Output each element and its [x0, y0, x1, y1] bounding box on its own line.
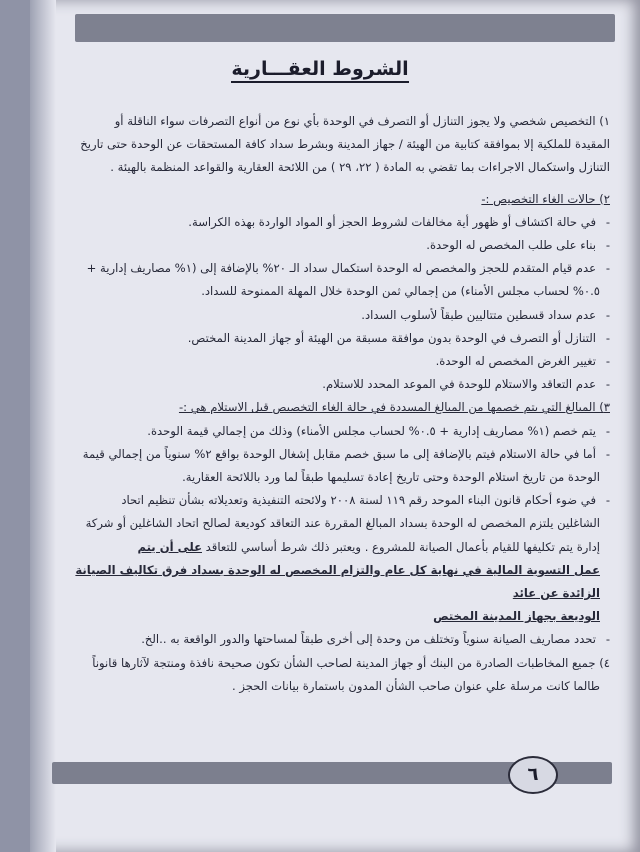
clause-2-item-3-line-2: ٠.٥% لحساب مجلس الأمناء) من إجمالي ثمن الوحدة خلال المهلة الممنوحة للسداد.: [201, 284, 600, 299]
clause-2-item-6: - تغيير الغرض المخصص له الوحدة.: [70, 350, 610, 373]
clause-2-item-3-line-1: - عدم قيام المتقدم للحجز والمخصص له الوحدة استكمال سداد الـ ٢٠% بالإضافة إلى (١% مصاريف إدارية +: [70, 257, 610, 280]
clause-3-item-3-line-2: الشاغلين يلتزم المخصص له الوحدة بسداد المبالغ المقررة عند التعاقد كوديعة لصالح اتحاد الشاغلين أو شركة: [85, 516, 600, 531]
clause-3-item-4: - تحدد مصاريف الصيانة سنوياً وتختلف من وحدة إلى أخرى طبقاً لمساحتها والدور الواقعة به ..الخ.: [70, 628, 610, 651]
clause-4-line-1: ٤) جميع المخاطبات الصادرة من البنك أو جهاز المدينة لصاحب الشأن تكون صحيحة نافذة ومنتجة لآثارها قانوناً: [92, 655, 610, 670]
page-title: [0, 58, 640, 80]
clause-2-item-7: - عدم التعاقد والاستلام للوحدة في الموعد المحدد للاستلام.: [70, 373, 610, 396]
clause-2-item-1: - في حالة اكتشاف أو ظهور أية مخالفات لشروط الحجز أو المواد الواردة بهذه الكراسة.: [70, 211, 610, 234]
clause-3-item-3-line-1: - في ضوء أحكام قانون البناء الموحد رقم ١١٩ لسنة ٢٠٠٨ ولائحته التنفيذية وتعديلاته بشأن تنظيم اتحاد: [70, 489, 610, 512]
clause-3-item-3-line-3: [70, 536, 610, 559]
page-number: ٦: [527, 764, 539, 785]
clause-2-heading: ٢) حالات الغاء التخصيص :-: [481, 191, 610, 206]
clause-1-line-2: المقيدة للملكية إلا بموافقة كتابية من الهيئة / جهاز المدينة وبشرط سداد كافة المستحقات عن الوحدة حتى تاريخ: [80, 137, 610, 152]
clause-3-item-2-line-2: الوحدة من تاريخ استلام الوحدة وحتى تاريخ إعادة تسليمها طبقاً لما ورد باللائحة العقارية.: [182, 470, 600, 485]
page-title-text: الشروط العقـــارية: [231, 58, 408, 83]
clause-3-item-3-line-4: عمل التسوية المالية في نهاية كل عام والتزام المخصص له الوحدة بسداد فرق تكاليف الصيانة الزائدة عن عائد: [75, 562, 600, 601]
page-number-badge: [508, 756, 558, 794]
clause-3-item-3-line-3-emphasis: على أن يتم: [137, 539, 202, 554]
header-bar: [75, 14, 615, 42]
clause-3-item-3-line-3-text: إدارة يتم تكليفها للقيام بأعمال الصيانة للمشروع . ويعتبر ذلك شرط أساسي للتعاقد: [202, 539, 600, 554]
clause-1-line-1: ١) التخصيص شخصي ولا يجوز التنازل أو التصرف في الوحدة بأي نوع من أنواع التصرفات سواء الناقلة أو: [114, 114, 610, 128]
clause-2-item-2: - بناء على طلب المخصص له الوحدة.: [70, 234, 610, 257]
clause-3-heading: ٣) المبالغ التي يتم خصمها من المبالغ المسددة في حالة الغاء التخصيص قبل الاستلام هي :-: [178, 400, 610, 415]
clause-3-item-3-line-5: الوديعة بجهاز المدينة المختص: [433, 609, 600, 624]
clause-2-item-5: - التنازل أو التصرف في الوحدة بدون موافقة مسبقة من الهيئة أو جهاز المدينة المختص.: [70, 327, 610, 350]
clause-3-item-2-line-1: - أما في حالة الاستلام فيتم بالإضافة إلى ما سبق خصم مقابل إشغال الوحدة بواقع ٢% سنوياً من إجمالي قيمة: [70, 443, 610, 466]
clause-3-item-1: - يتم خصم (١% مصاريف إدارية + ٠.٥% لحساب مجلس الأمناء) وذلك من إجمالي قيمة الوحدة.: [70, 420, 610, 443]
clause-2-item-4: - عدم سداد قسطين متتاليين طبقاً لأسلوب السداد.: [70, 304, 610, 327]
clause-4-line-2: طالما كانت مرسلة علي عنوان صاحب الشأن المدون باستمارة بيانات الحجز .: [231, 678, 600, 693]
document-body: [70, 110, 610, 698]
clause-1-line-3: التنازل واستكمال الاجراءات بما تقضي به المادة ( ٢٢، ٢٩ ) من اللائحة العقارية والقواعد المنظمة بالهيئة .: [110, 160, 610, 175]
